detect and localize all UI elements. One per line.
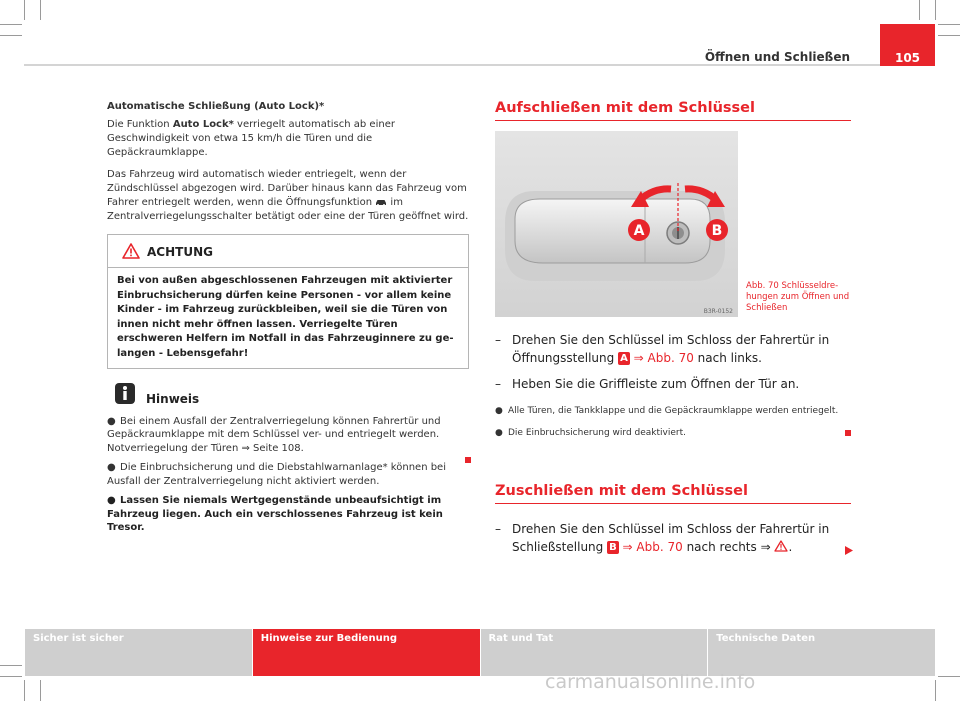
list-item: [495, 405, 851, 418]
hint-list: [107, 415, 469, 535]
text: Alle Türen, die Tankklappe und die Gepäckraumklappe werden entriegelt.: [508, 406, 839, 416]
list-item: [495, 427, 851, 440]
step-item: [495, 375, 851, 393]
list-item: [107, 461, 469, 488]
step-item: [495, 331, 851, 367]
hint-text: Die Einbruchsicherung und die Diebstahlwarnanlage* können bei Ausfall der Zentralverriegelung nicht aktiviert werden.: [107, 462, 446, 487]
figure-door-handle: [495, 131, 738, 317]
bullet-icon: ●: [107, 462, 116, 474]
page-number: 105: [880, 24, 935, 66]
hint-text: Lassen Sie niemals Wertgegenstände unbeaufsichtigt im Fahrzeug liegen. Auch ein verschlossenes Fahrzeug ist kein Tresor.: [107, 495, 443, 534]
figure-caption: Abb. 70 Schlüsseldrehungen zum Öffnen und Schließen: [746, 281, 850, 313]
crop-mark: [0, 24, 22, 25]
figure-link[interactable]: ⇒ Abb. 70: [629, 351, 694, 365]
tab-sicher-ist-sicher[interactable]: Sicher ist sicher: [24, 629, 252, 676]
text: Drehen Sie den Schlüssel im Schloss der Fahrertür in Öffnungsstellung: [512, 333, 830, 365]
term-auto-lock: Auto Lock*: [172, 119, 234, 130]
text: nach rechts ⇒: [682, 540, 775, 554]
warning-header: [108, 235, 468, 268]
crop-mark: [938, 24, 960, 25]
crop-mark: [40, 680, 41, 701]
text: im Zentralverriegelungsschalter betätigt oder eine der Türen geöffnet wird.: [107, 197, 469, 222]
hint-text: Bei einem Ausfall der Zentralverriegelung können Fahrertür und Gepäckraumklappe mit dem Schlüssel ver- und entriegelt werden. Notverriegelung der Türen ⇒ Seite 108.: [107, 415, 441, 454]
warning-triangle-icon[interactable]: [774, 539, 788, 557]
text: Das Fahrzeug wird automatisch wieder entriegelt, wenn der Zündschlüssel abgezogen wird. Darüber hinaus kann das Fahrzeug vom Fahrer entriegelt werden, wenn die Öffnungsfunktion: [107, 169, 467, 208]
dash-icon: –: [495, 377, 501, 391]
subsection-heading: Automatische Schließung (Auto Lock)*: [107, 101, 325, 112]
badge-b: B: [609, 542, 617, 553]
crop-mark: [24, 0, 25, 20]
figure-label-a: A: [633, 223, 645, 239]
crop-mark: [935, 680, 936, 701]
warning-triangle-icon: [122, 243, 140, 263]
badge-a: A: [620, 353, 628, 364]
section-title-unlock: Aufschließen mit dem Schlüssel: [495, 100, 851, 121]
figure-label-b: B: [711, 223, 723, 239]
tab-technische-daten[interactable]: Technische Daten: [707, 629, 935, 676]
crop-mark: [0, 676, 22, 677]
header-rule: [24, 64, 935, 66]
car-unlock-icon: [375, 197, 387, 208]
paragraph-auto-lock: [107, 118, 469, 160]
text: .: [788, 540, 793, 554]
page-header-title: Öffnen und Schließen: [704, 50, 850, 64]
section-title-lock: Zuschließen mit dem Schlüssel: [495, 483, 851, 504]
figure-code: B3R-0152: [703, 308, 733, 315]
left-column: [107, 100, 469, 541]
tab-hinweise-zur-bedienung[interactable]: Hinweise zur Bedienung: [252, 629, 480, 676]
lock-steps: [495, 520, 837, 557]
hint-header: [107, 383, 469, 409]
end-of-section-icon: [845, 430, 851, 436]
bullet-icon: ●: [107, 415, 116, 427]
list-item: [107, 415, 469, 456]
continue-arrow-icon: [845, 540, 853, 559]
crop-mark: [40, 0, 41, 20]
crop-mark: [0, 665, 22, 666]
bullet-icon: ●: [495, 406, 503, 416]
dash-icon: –: [495, 333, 501, 347]
figure-link[interactable]: ⇒ Abb. 70: [618, 540, 683, 554]
crop-mark: [938, 676, 960, 677]
text: nach links.: [693, 351, 762, 365]
watermark: carmanualsonline.info: [545, 671, 756, 693]
list-item: [107, 494, 469, 535]
bullet-icon: ●: [495, 428, 503, 438]
hint-title: Hinweis: [146, 391, 200, 406]
right-column: [495, 100, 851, 554]
warning-box: [107, 234, 469, 369]
tab-rat-und-tat[interactable]: Rat und Tat: [480, 629, 708, 676]
info-hint-icon: [115, 383, 135, 404]
crop-mark: [935, 0, 936, 20]
crop-mark: [0, 35, 22, 36]
text: Die Funktion: [107, 119, 173, 130]
text: Heben Sie die Griffleiste zum Öffnen der Tür an.: [512, 377, 800, 391]
text: Die Einbruchsicherung wird deaktiviert.: [508, 428, 686, 438]
step-item: [495, 520, 837, 557]
warning-text: Bei von außen abgeschlossenen Fahrzeugen mit aktivierter Einbruchsicherung dürfen keine Personen - vor allem keine Kinder - im Fahrzeug zurückbleiben, weil sie die Türen von innen nicht mehr öffnen lassen. Verriegelte Türen erschweren Helfern im Notfall in das Fahrzeuginnere zu gelangen - Lebensgefahr!: [117, 275, 454, 359]
warning-title: ACHTUNG: [147, 245, 213, 259]
crop-mark: [919, 0, 920, 20]
crop-mark: [938, 35, 960, 36]
bullet-icon: ●: [107, 495, 116, 507]
dash-icon: –: [495, 522, 501, 536]
paragraph-unlock: [107, 168, 469, 224]
end-of-section-icon: [465, 448, 471, 467]
crop-mark: [24, 680, 25, 701]
footer-navigation: [24, 629, 935, 676]
unlock-steps: [495, 331, 851, 440]
text: Drehen Sie den Schlüssel im Schloss der Fahrertür in Schließstellung: [512, 522, 830, 554]
text: verriegelt automatisch ab einer Geschwindigkeit von etwa 15 km/h die Türen und die Gepäckraumklappe.: [107, 119, 395, 158]
